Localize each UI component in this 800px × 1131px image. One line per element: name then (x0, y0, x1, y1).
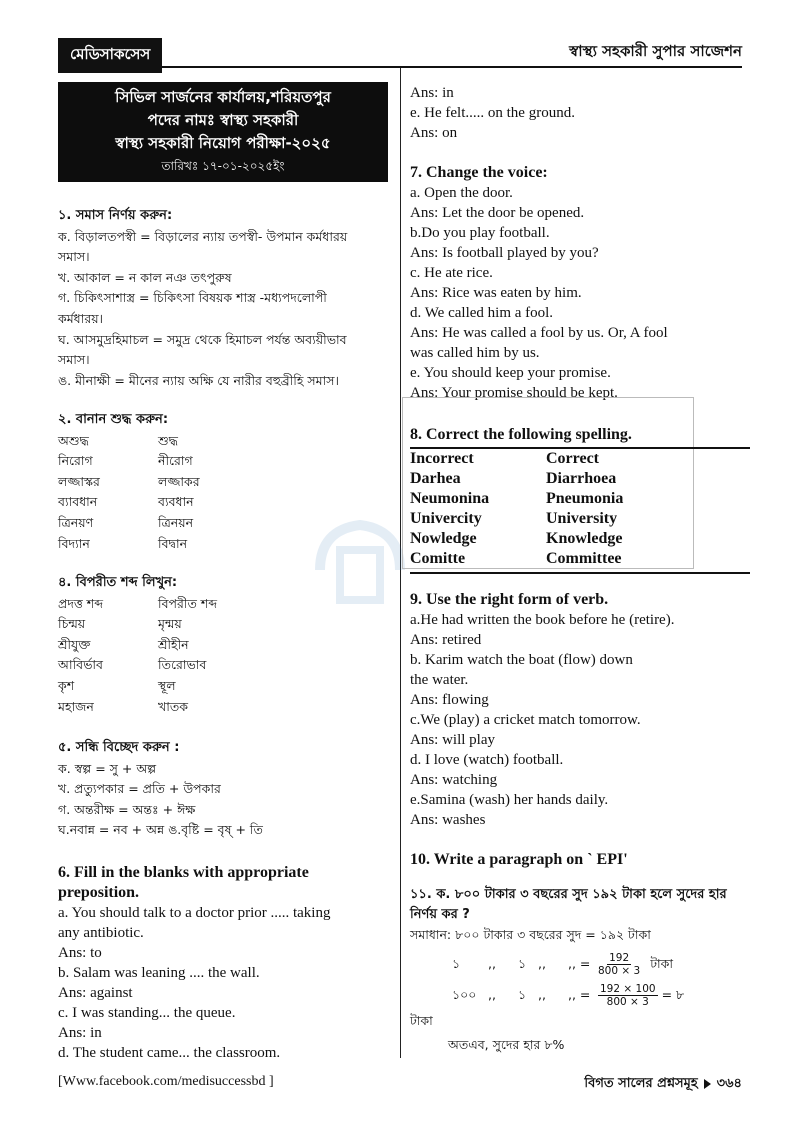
q6-heading-cont: preposition. (58, 884, 140, 901)
table-row (410, 469, 750, 489)
question-8 (410, 425, 750, 574)
antonym-pair (58, 614, 394, 635)
q9-line: Ans: watching (410, 772, 498, 788)
question-9 (410, 590, 750, 830)
q11-ditto: ,, (488, 987, 496, 1002)
given-word: কৃশ (58, 677, 75, 693)
antonym-word: মৃন্ময় (158, 616, 182, 632)
wrong-spelling: ব্যাবধান (58, 494, 98, 510)
table-row (410, 529, 750, 549)
q11-ditto: ,, = (568, 987, 591, 1002)
q11-denominator: 800 × 3 (606, 995, 649, 1008)
q9-line: d. I love (watch) football. (410, 752, 564, 768)
exam-name: স্বাস্থ্য সহকারী নিয়োগ পরীক্ষা-২০২৫ (115, 134, 331, 152)
incorrect-word: Comitte (410, 550, 466, 567)
q9-line: the water. (410, 672, 469, 688)
q5-line: ঘ.নবান্ন = নব + অন্ন ঙ.বৃষ্টি = বৃষ্ + তি (58, 822, 263, 838)
q5-line: গ. অন্তরীক্ষ = অন্তঃ + ঈক্ষ (58, 801, 196, 817)
spelling-pair (58, 472, 394, 493)
spelling-pair (58, 431, 394, 452)
given-word: শ্রীযুক্ত (58, 636, 91, 652)
q7-line: d. We called him a fool. (410, 305, 554, 321)
q11-term: ১০০ (452, 987, 477, 1002)
q6-line: d. The student came... the classroom. (58, 1045, 281, 1061)
antonym-pair (58, 594, 394, 615)
spelling-pair (58, 451, 394, 472)
antonym-pair (58, 655, 394, 676)
table-row (410, 449, 750, 469)
q1-line: ক. বিড়ালতপস্বী = বিড়ালের ন্যায় তপস্বী- উপমান কর্মধারয় (58, 228, 348, 244)
incorrect-word: Darhea (410, 470, 461, 487)
table-row (410, 549, 750, 569)
q11-heading: ১১. ক. ৮০০ টাকার ৩ বছরের সুদ ১৯২ টাকা হলে সুদের হার (410, 887, 727, 902)
spelling-pair (58, 513, 394, 534)
q7-heading: 7. Change the voice: (410, 164, 548, 181)
q10-heading: 10. Write a paragraph on ` EPI' (410, 851, 628, 868)
q1-line: কর্মধারয়। (58, 310, 104, 326)
q1-line: খ. আকাল = ন কাল নঞ তৎপুরুষ (58, 269, 232, 285)
question-4 (58, 573, 394, 717)
question-1 (58, 206, 394, 391)
antonym-pair (58, 635, 394, 656)
right-spelling: ব্যবধান (158, 494, 194, 510)
incorrect-word: Neumonina (410, 490, 490, 507)
right-spelling: বিদ্বান (158, 535, 188, 551)
given-word: প্রদত্ত শব্দ (58, 595, 103, 611)
q7-line: Ans: He was called a fool by us. Or, A fool (410, 325, 668, 341)
antonym-word: স্থূল (158, 677, 176, 693)
question-7 (410, 163, 750, 403)
q6-line: e. He felt..... on the ground. (410, 105, 575, 121)
incorrect-header: Incorrect (410, 450, 474, 467)
q6-line: Ans: in (410, 85, 454, 101)
q11-ditto: ,, = (568, 956, 591, 971)
post-name: পদের নামঃ স্বাস্থ্য সহকারী (147, 111, 299, 129)
q1-line: সমাস। (58, 352, 90, 368)
brand-badge: মেডিসাকসেস (58, 38, 162, 73)
question-6 (58, 863, 394, 1063)
q7-line: b.Do you play football. (410, 225, 550, 241)
q5-heading: ৫. সন্ধি বিচ্ছেদ করুন : (58, 740, 180, 755)
antonym-pair (58, 697, 394, 718)
q11-denominator: 800 × 3 (598, 964, 641, 977)
wrong-spelling: বিদ্যান (58, 535, 90, 551)
q11-conclusion: অতএব, সুদের হার ৮% (448, 1037, 565, 1052)
correct-word: Diarrhoea (546, 470, 617, 487)
q9-line: Ans: will play (410, 732, 495, 748)
q7-line: Ans: Is football played by you? (410, 245, 599, 261)
correct-word: Knowledge (546, 530, 623, 547)
q2-heading: ২. বানান শুদ্ধ করুন: (58, 412, 169, 427)
given-word: চিন্ময় (58, 616, 86, 632)
q6-line: Ans: against (58, 985, 133, 1001)
question-10 (410, 850, 750, 870)
q6-line: Ans: on (410, 125, 458, 141)
spelling-pair (58, 534, 394, 555)
table-row (410, 489, 750, 509)
antonym-word: খাতক (158, 698, 188, 714)
q9-line: Ans: flowing (410, 692, 489, 708)
book-title: স্বাস্থ্য সহকারী সুপার সাজেশন (569, 42, 742, 60)
correct-word: Committee (546, 550, 622, 567)
q1-line: গ. চিকিৎসাশাস্ত্র = চিকিৎসা বিষয়ক শাস্ত্র -মধ্যপদলোপী (58, 290, 327, 306)
spelling-table (410, 449, 750, 569)
q7-line: Ans: Rice was eaten by him. (410, 285, 582, 301)
right-spelling: নীরোগ (158, 453, 193, 469)
q11-numerator: 192 × 100 (600, 982, 656, 995)
question-5 (58, 738, 394, 841)
q11-fraction (598, 952, 640, 977)
q11-ditto: ,, (538, 956, 546, 971)
q9-heading: 9. Use the right form of verb. (410, 591, 609, 608)
q11-ditto: ,, (488, 956, 496, 971)
q11-term: ১ (518, 956, 527, 971)
q5-line: ক. স্বল্প = সু + অল্প (58, 760, 157, 776)
q11-unit-line: টাকা (410, 1013, 433, 1028)
triangle-arrow-icon (704, 1079, 711, 1089)
q7-line: Ans: Your promise should be kept. (410, 385, 618, 401)
antonym-pair (58, 676, 394, 697)
section-name: বিগত সালের প্রশ্নসমূহ (584, 1076, 698, 1091)
q1-line: সমাস। (58, 249, 90, 265)
q6-line: Ans: in (58, 1025, 102, 1041)
facebook-link[interactable]: [Www.facebook.com/medisuccessbd ] (58, 1074, 274, 1089)
question-2 (58, 410, 394, 554)
q11-ditto: ,, (538, 987, 546, 1002)
q7-line: a. Open the door. (410, 185, 513, 201)
wrong-spelling: নিরোগ (58, 453, 93, 469)
q6-line: any antibiotic. (58, 925, 144, 941)
q9-line: e.Samina (wash) her hands daily. (410, 792, 609, 808)
exam-title-box (58, 82, 388, 182)
q6-line: Ans: to (58, 945, 102, 961)
q11-fraction (598, 983, 658, 1008)
antonym-word: শ্রীহীন (158, 636, 189, 652)
table-row (410, 509, 750, 529)
spelling-pair (58, 492, 394, 513)
question-11 (410, 885, 750, 1055)
right-spelling: শুদ্ধ (158, 432, 178, 448)
q11-row-1 (410, 949, 750, 979)
q7-line: Ans: Let the door be opened. (410, 205, 585, 221)
q11-unit: টাকা (650, 956, 674, 971)
q11-heading-cont: নির্ণয় কর ? (410, 907, 470, 922)
incorrect-word: Nowledge (410, 530, 477, 547)
q9-line: Ans: retired (410, 632, 482, 648)
q11-numerator: 192 (609, 951, 630, 964)
correct-word: University (546, 510, 618, 527)
q9-line: c.We (play) a cricket match tomorrow. (410, 712, 641, 728)
given-word: আবির্ভাব (58, 657, 104, 673)
q1-line: ঘ. আসমুদ্রহিমাচল = সমুদ্র থেকে হিমাচল পর্যন্ত অব্যয়ীভাব (58, 331, 347, 347)
antonym-word: তিরোভাব (158, 657, 207, 673)
wrong-spelling: অশুদ্ধ (58, 432, 89, 448)
incorrect-word: Univercity (410, 510, 482, 527)
q6-line: c. I was standing... the queue. (58, 1005, 236, 1021)
correct-word: Pneumonia (546, 490, 624, 507)
q6-line: a. You should talk to a doctor prior ..... taking (58, 905, 331, 921)
q9-line: b. Karim watch the boat (flow) down (410, 652, 633, 668)
q7-line: e. You should keep your promise. (410, 365, 611, 381)
q6-heading: 6. Fill in the blanks with appropriate (58, 864, 309, 881)
q9-line: a.He had written the book before he (retire). (410, 612, 675, 628)
given-word: মহাজন (58, 698, 94, 714)
q6-line: b. Salam was leaning .... the wall. (58, 965, 260, 981)
office-name: সিভিল সার্জনের কার্যালয়,শরিয়তপুর (115, 88, 331, 106)
q7-line: was called him by us. (410, 345, 540, 361)
q11-term: ১ (452, 956, 461, 971)
q1-line: ঙ. মীনাক্ষী = মীনের ন্যায় অক্ষি যে নারীর বহুব্রীহি সমাস। (58, 372, 339, 388)
q11-row-2 (410, 979, 750, 1011)
exam-date: তারিখঃ ১৭-০১-২০২৫ইং (161, 159, 285, 173)
q9-line: Ans: washes (410, 812, 486, 828)
footer-section (584, 1074, 742, 1095)
question-6-continued (410, 83, 750, 143)
antonym-word: বিপরীত শব্দ (158, 595, 217, 611)
page-number: ৩৬৪ (716, 1076, 742, 1091)
q11-term: ১ (518, 987, 527, 1002)
right-spelling: ত্রিনয়ন (158, 514, 194, 530)
q4-heading: ৪. বিপরীত শব্দ লিখুন: (58, 575, 178, 590)
q5-line: খ. প্রত্যুপকার = প্রতি + উপকার (58, 781, 221, 797)
q7-line: c. He ate rice. (410, 265, 493, 281)
q8-bottom-rule (410, 572, 750, 574)
right-spelling: লজ্জাকর (158, 473, 200, 489)
q11-result: = ৮ (661, 987, 685, 1002)
wrong-spelling: ত্রিনয়ণ (58, 514, 94, 530)
q11-solution: সমাধান: ৮০০ টাকার ৩ বছরের সুদ = ১৯২ টাকা (410, 927, 651, 942)
wrong-spelling: লজ্জাস্কর (58, 473, 100, 489)
correct-header: Correct (546, 450, 599, 467)
q1-heading: ১. সমাস নির্ণয় করুন: (58, 208, 173, 223)
q8-heading: 8. Correct the following spelling. (410, 426, 632, 443)
